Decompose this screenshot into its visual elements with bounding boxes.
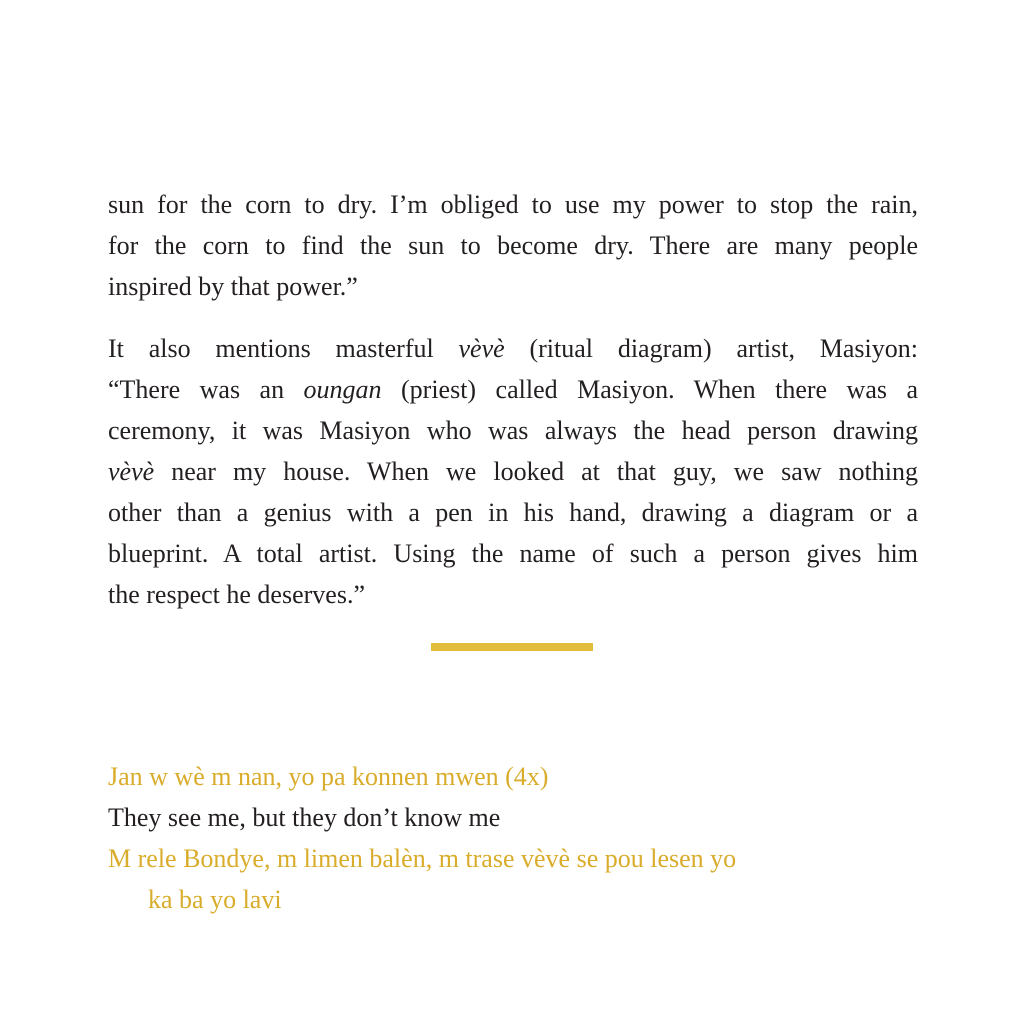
paragraph-line: ceremony, it was Masiyon who was always the head person drawing <box>108 416 918 445</box>
masiyon-paragraph <box>108 328 918 615</box>
paragraph-line <box>108 328 918 369</box>
paragraph-line: inspired by that power.” <box>108 272 358 301</box>
paragraph-line: the respect he deserves.” <box>108 580 365 609</box>
italic-term: oungan <box>303 375 382 404</box>
text-run: “There was an <box>108 375 304 404</box>
lyric-line-kreyol-continuation: ka ba yo lavi <box>148 885 282 914</box>
lyric-line-english: They see me, but they don’t know me <box>108 803 501 832</box>
text-run: (ritual diagram) artist, Masiyon: <box>504 334 918 363</box>
paragraph-line: for the corn to find the sun to become dry. There are many people <box>108 231 918 260</box>
paragraph-line <box>108 369 918 410</box>
song-lyrics <box>108 756 908 920</box>
quote-paragraph-continuation <box>108 184 918 307</box>
lyric-line-kreyol: M rele Bondye, m limen balèn, m trase vèvè se pou lesen yo <box>108 844 737 873</box>
text-run: It also mentions masterful <box>108 334 459 363</box>
section-divider <box>431 643 593 651</box>
paragraph-line: other than a genius with a pen in his hand, drawing a diagram or a <box>108 498 918 527</box>
paragraph-line: sun for the corn to dry. I’m obliged to use my power to stop the rain, <box>108 190 918 219</box>
italic-term: vèvè <box>458 334 505 363</box>
lyric-line-kreyol: Jan w wè m nan, yo pa konnen mwen (4x) <box>108 762 549 791</box>
paragraph-line <box>108 451 918 492</box>
text-run: (priest) called Masiyon. When there was a <box>381 375 919 404</box>
italic-term: vèvè <box>108 457 155 486</box>
text-run: near my house. When we looked at that guy, we saw nothing <box>154 457 918 486</box>
paragraph-line: blueprint. A total artist. Using the name of such a person gives him <box>108 539 918 568</box>
